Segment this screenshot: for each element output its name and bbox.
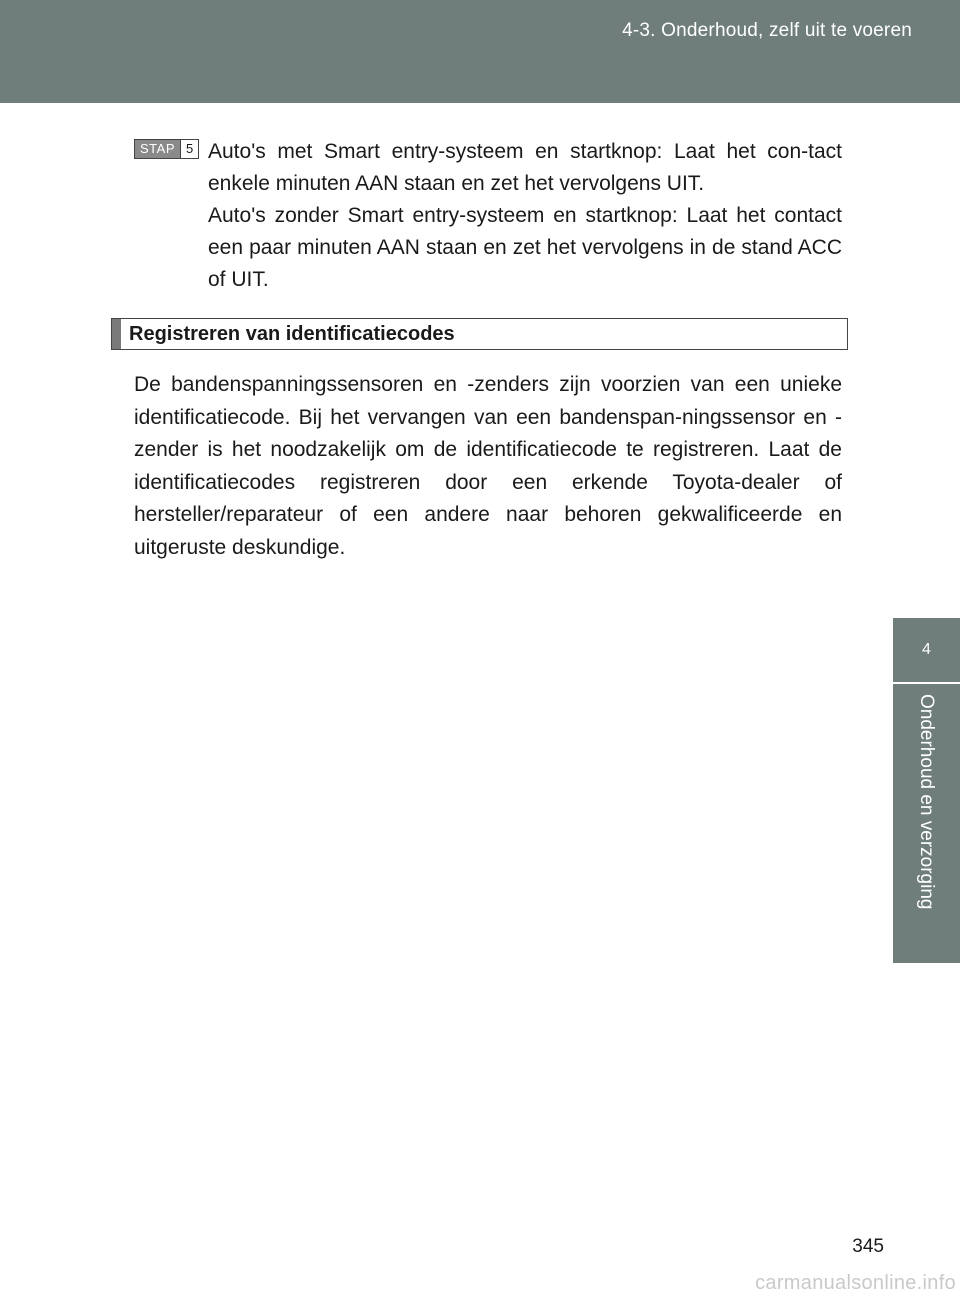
section-body-paragraph: De bandenspanningssensoren en -zenders zijn voorzien van een unieke identificatiecode. Bij het vervangen van een bandenspan-ningssensor en -zender is het noodzakelijk om de identificatiecode te registreren. Laat de identificatiecodes registreren door een erkende Toyota-dealer of hersteller/reparateur of een andere naar behoren gekwalificeerde en uitgeruste deskundige. [134,373,842,559]
page-number: 345 [852,1236,884,1257]
step-5 [134,136,842,296]
chapter-label: Onderhoud en verzorging [916,694,937,910]
chapter-number-box [893,618,960,684]
section-heading: Registreren van identificatiecodes [129,322,455,345]
chapter-number: 4 [922,641,931,658]
section-heading-box [111,318,848,350]
step-badge-number: 5 [180,140,198,158]
step-paragraph-smart-entry: Auto's met Smart entry-systeem en startknop: Laat het con-tact enkele minuten AAN staan en zet het vervolgens UIT. [208,140,842,195]
header-bar [0,0,960,103]
step-badge [134,139,199,159]
step-paragraph-no-smart-entry: Auto's zonder Smart entry-systeem en startknop: Laat het contact een paar minuten AAN staan en zet het vervolgens in de stand ACC of UIT. [208,204,842,291]
step-text [208,136,842,296]
watermark: carmanualsonline.info [755,1272,956,1294]
step-badge-label: STAP [135,140,180,158]
section-heading-marker [112,319,121,349]
section-title: 4-3. Onderhoud, zelf uit te voeren [622,20,912,41]
chapter-label-wrap [893,688,960,958]
chapter-side-tab [893,618,960,963]
